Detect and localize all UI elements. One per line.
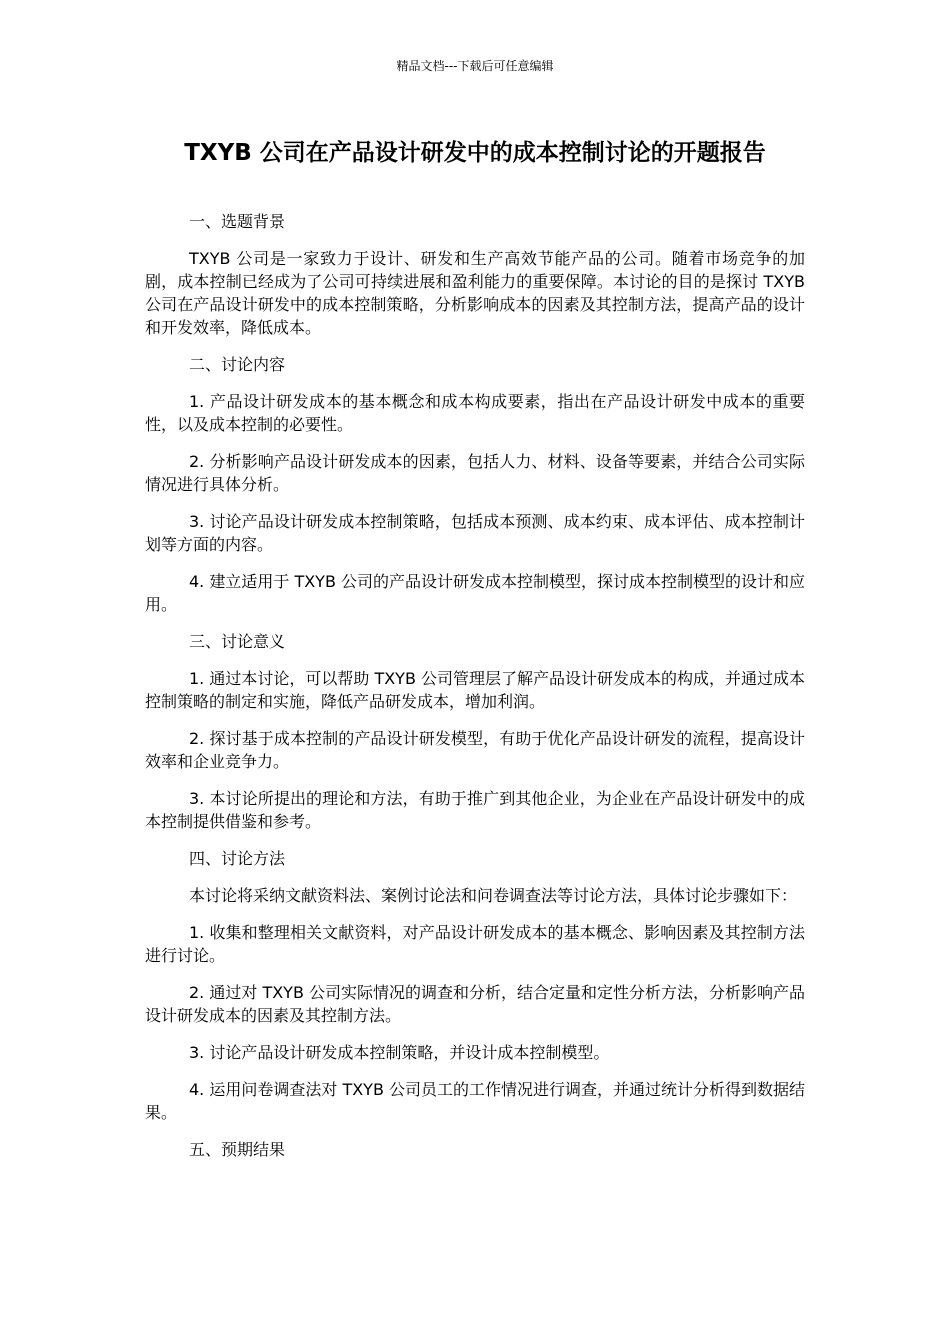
page-header: 精品文档---下载后可任意编辑: [396, 59, 554, 73]
paragraph: TXYB 公司是一家致力于设计、研发和生产高效节能产品的公司。随着市场竞争的加剧，成本控制已经成为了公司可持续进展和盈利能力的重要保障。本讨论的目的是探讨 TXYB 公司在产品设计研发中的成本控制策略，分析影响成本的因素及其控制方法，提高产品的设计和开发效率，降低成本。: [145, 249, 805, 337]
document-body: [145, 210, 805, 1175]
document-title: TXYB 公司在产品设计研发中的成本控制讨论的开题报告: [184, 140, 766, 166]
paragraph: 1. 通过本讨论，可以帮助 TXYB 公司管理层了解产品设计研发成本的构成，并通过成本控制策略的制定和实施，降低产品研发成本，增加利润。: [145, 669, 806, 711]
paragraph: 2. 探讨基于成本控制的产品设计研发模型，有助于优化产品设计研发的流程，提高设计效率和企业竞争力。: [145, 729, 805, 771]
paragraph: 3. 本讨论所提出的理论和方法，有助于推广到其他企业，为企业在产品设计研发中的成本控制提供借鉴和参考。: [145, 789, 805, 831]
paragraph: 1. 产品设计研发成本的基本概念和成本构成要素，指出在产品设计研发中成本的重要性，以及成本控制的必要性。: [145, 392, 805, 434]
section-heading-expected-results: 五、预期结果: [189, 1140, 286, 1159]
paragraph: 2. 分析影响产品设计研发成本的因素，包括人力、材料、设备等要素，并结合公司实际情况进行具体分析。: [145, 452, 805, 494]
section-heading-methods: 四、讨论方法: [189, 849, 286, 868]
paragraph: 3. 讨论产品设计研发成本控制策略，包括成本预测、成本约束、成本评估、成本控制计划等方面的内容。: [145, 512, 805, 554]
paragraph: 3. 讨论产品设计研发成本控制策略，并设计成本控制模型。: [189, 1043, 610, 1062]
paragraph: 4. 运用问卷调查法对 TXYB 公司员工的工作情况进行调查，并通过统计分析得到数据结果。: [145, 1080, 806, 1122]
paragraph: 4. 建立适用于 TXYB 公司的产品设计研发成本控制模型，探讨成本控制模型的设计和应用。: [145, 572, 806, 614]
paragraph: 2. 通过对 TXYB 公司实际情况的调查和分析，结合定量和定性分析方法，分析影响产品设计研发成本的因素及其控制方法。: [145, 983, 806, 1025]
section-heading-content: 二、讨论内容: [189, 355, 286, 374]
paragraph: 1. 收集和整理相关文献资料，对产品设计研发成本的基本概念、影响因素及其控制方法进行讨论。: [145, 923, 805, 965]
section-heading-significance: 三、讨论意义: [189, 632, 286, 651]
section-heading-background: 一、选题背景: [189, 212, 286, 231]
paragraph: 本讨论将采纳文献资料法、案例讨论法和问卷调查法等讨论方法，具体讨论步骤如下：: [189, 886, 798, 905]
